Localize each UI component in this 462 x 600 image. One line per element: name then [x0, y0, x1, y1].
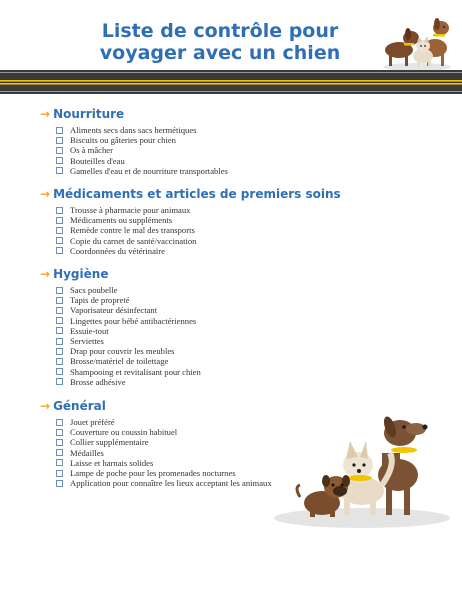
dogs-illustration-top	[375, 12, 455, 72]
checklist	[40, 285, 201, 387]
checkbox-icon[interactable]	[56, 317, 63, 324]
section-general	[40, 399, 272, 488]
checklist	[40, 125, 228, 176]
list-item[interactable]	[56, 326, 201, 336]
list-item[interactable]	[56, 468, 272, 478]
section-title: Général	[53, 399, 106, 413]
section-hygiene	[40, 267, 201, 387]
checkbox-icon[interactable]	[56, 480, 63, 487]
section-heading	[40, 267, 201, 281]
dogs-illustration-bottom	[270, 405, 450, 530]
list-item[interactable]	[56, 377, 201, 387]
list-item[interactable]	[56, 205, 341, 215]
list-item[interactable]	[56, 305, 201, 315]
item-label: Copie du carnet de santé/vaccination	[70, 235, 197, 246]
title-line-1: Liste de contrôle pour	[101, 20, 339, 42]
checkbox-icon[interactable]	[56, 358, 63, 365]
list-item[interactable]	[56, 336, 201, 346]
item-label: Application pour connaître les lieux acceptant les animaux	[70, 478, 272, 489]
road-banner	[0, 70, 462, 94]
list-item[interactable]	[56, 367, 201, 377]
list-item[interactable]	[56, 458, 272, 468]
list-item[interactable]	[56, 246, 341, 256]
item-label: Jouet préféré	[70, 417, 115, 427]
item-label: Couverture ou coussin habituel	[70, 427, 178, 438]
list-item[interactable]	[56, 427, 272, 437]
section-heading	[40, 107, 228, 121]
list-item[interactable]	[56, 448, 272, 458]
item-label: Drap pour couvrir les meubles	[70, 346, 175, 357]
checkbox-icon[interactable]	[56, 287, 63, 294]
checkbox-icon[interactable]	[56, 338, 63, 345]
item-label: Aliments secs dans sacs hermétiques	[70, 125, 197, 135]
list-item[interactable]	[56, 225, 341, 235]
arrow-right-icon: →	[40, 399, 51, 413]
item-label: Médailles	[70, 447, 104, 458]
checkbox-icon[interactable]	[56, 368, 63, 375]
checkbox-icon[interactable]	[56, 307, 63, 314]
checkbox-icon[interactable]	[56, 207, 63, 214]
list-item[interactable]	[56, 437, 272, 447]
item-label: Remède contre le mal des transports	[70, 225, 195, 236]
item-label: Laisse et harnais solides	[70, 457, 154, 468]
section-title: Hygiène	[53, 267, 109, 281]
item-label: Os à mâcher	[70, 145, 113, 156]
section-title: Médicaments et articles de premiers soins	[53, 187, 341, 201]
checkbox-icon[interactable]	[56, 419, 63, 426]
checkbox-icon[interactable]	[56, 147, 63, 154]
item-label: Coordonnées du vétérinaire	[70, 245, 165, 256]
checkbox-icon[interactable]	[56, 217, 63, 224]
checkbox-icon[interactable]	[56, 227, 63, 234]
page-title	[60, 20, 380, 64]
section-nourriture	[40, 107, 228, 176]
checkbox-icon[interactable]	[56, 237, 63, 244]
list-item[interactable]	[56, 135, 228, 145]
item-label: Tapis de propreté	[70, 295, 130, 306]
checkbox-icon[interactable]	[56, 459, 63, 466]
list-item[interactable]	[56, 316, 201, 326]
checkbox-icon[interactable]	[56, 470, 63, 477]
arrow-right-icon: →	[40, 187, 51, 201]
checkbox-icon[interactable]	[56, 137, 63, 144]
checkbox-icon[interactable]	[56, 429, 63, 436]
list-item[interactable]	[56, 417, 272, 427]
arrow-right-icon: →	[40, 107, 51, 121]
list-item[interactable]	[56, 156, 228, 166]
section-medicaments	[40, 187, 341, 256]
checkbox-icon[interactable]	[56, 378, 63, 385]
item-label: Bouteilles d'eau	[70, 155, 125, 166]
section-heading	[40, 187, 341, 201]
item-label: Brosse/matériel de toilettage	[70, 356, 169, 367]
list-item[interactable]	[56, 356, 201, 366]
list-item[interactable]	[56, 125, 228, 135]
list-item[interactable]	[56, 145, 228, 155]
item-label: Lampe de poche pour les promenades nocturnes	[70, 468, 236, 479]
item-label: Essuie-tout	[70, 325, 109, 336]
item-label: Serviettes	[70, 336, 104, 347]
checkbox-icon[interactable]	[56, 167, 63, 174]
list-item[interactable]	[56, 166, 228, 176]
checklist	[40, 417, 272, 488]
list-item[interactable]	[56, 215, 341, 225]
title-line-2: voyager avec un chien	[99, 42, 341, 64]
checklist	[40, 205, 341, 256]
item-label: Biscuits ou gâteries pour chien	[70, 135, 176, 146]
item-label: Shampooing et revitalisant pour chien	[70, 366, 201, 377]
checkbox-icon[interactable]	[56, 449, 63, 456]
checkbox-icon[interactable]	[56, 127, 63, 134]
section-heading	[40, 399, 272, 413]
list-item[interactable]	[56, 285, 201, 295]
item-label: Gamelles d'eau et de nourriture transportables	[70, 165, 228, 176]
item-label: Collier supplémentaire	[70, 437, 149, 448]
item-label: Trousse à pharmacie pour animaux	[70, 205, 191, 215]
checkbox-icon[interactable]	[56, 297, 63, 304]
arrow-right-icon: →	[40, 267, 51, 281]
checkbox-icon[interactable]	[56, 348, 63, 355]
item-label: Brosse adhésive	[70, 376, 126, 387]
list-item[interactable]	[56, 346, 201, 356]
item-label: Médicaments ou suppléments	[70, 215, 173, 226]
section-title: Nourriture	[53, 107, 125, 121]
list-item[interactable]	[56, 295, 201, 305]
item-label: Vaporisateur désinfectant	[70, 305, 158, 316]
item-label: Sacs poubelle	[70, 285, 118, 295]
list-item[interactable]	[56, 478, 272, 488]
checkbox-icon[interactable]	[56, 327, 63, 334]
checkbox-icon[interactable]	[56, 157, 63, 164]
list-item[interactable]	[56, 236, 341, 246]
item-label: Lingettes pour bébé antibactériennes	[70, 315, 197, 326]
checkbox-icon[interactable]	[56, 439, 63, 446]
checkbox-icon[interactable]	[56, 247, 63, 254]
